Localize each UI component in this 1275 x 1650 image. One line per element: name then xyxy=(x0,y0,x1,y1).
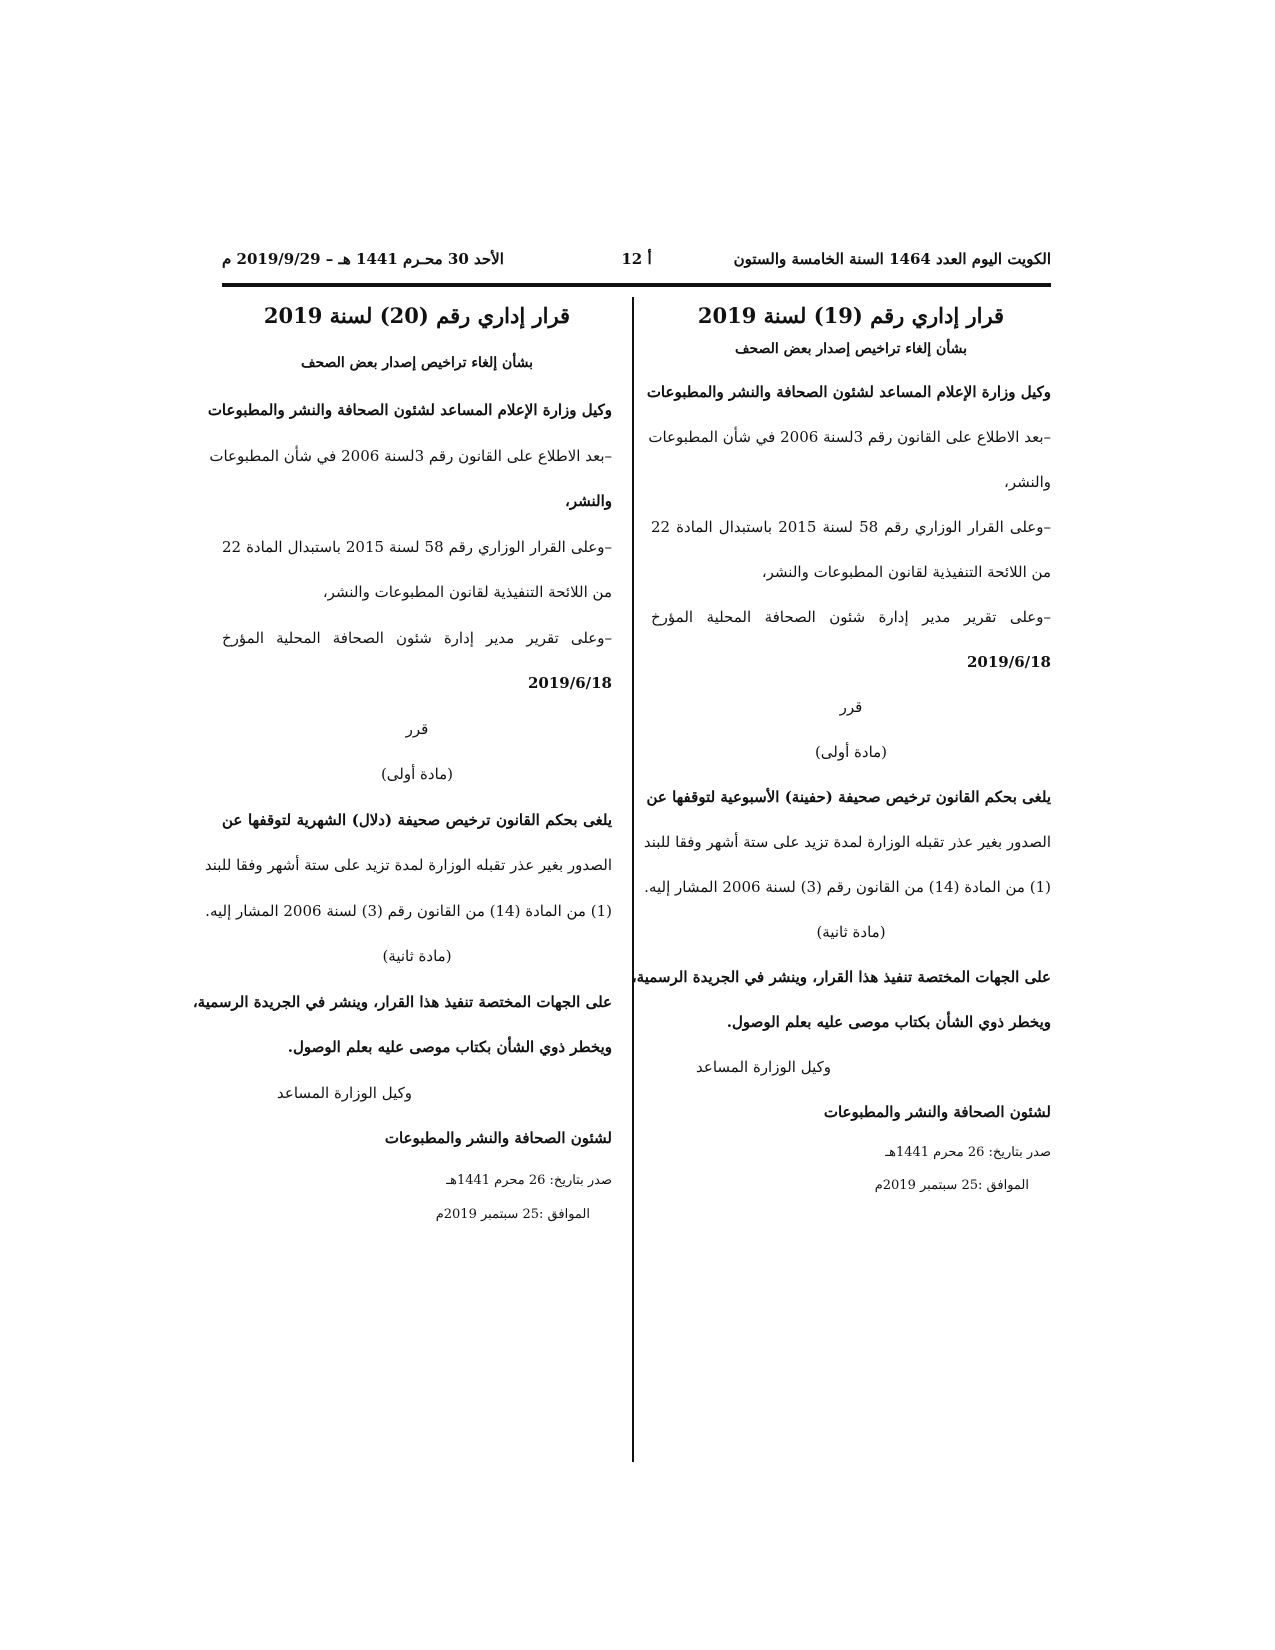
decision-20-column xyxy=(192,298,612,1230)
decision-19-article-1-heading: (مادة أولى) xyxy=(814,743,888,761)
decision-19-decided: قرر xyxy=(839,698,863,716)
decision-19-recital-1a: –بعد الاطلاع على القانون رقم 3لسنة 2006 في شأن المطبوعات xyxy=(648,428,1051,446)
decision-19-recital-1b: والنشر، xyxy=(1003,473,1051,491)
decision-19-article-1-line-1: يلغى بحكم القانون ترخيص صحيفة (حفينة) الأسبوعية لتوقفها عن xyxy=(646,788,1051,806)
decision-20-recital-3b: 2019/6/18 xyxy=(527,674,612,692)
decision-19-recital-3a: –وعلى تقرير مدير إدارة شئون الصحافة المحلية المؤرخ xyxy=(651,608,1051,626)
decision-20-article-2-line-2: ويخطر ذوي الشأن بكتاب موصى عليه بعلم الوصول. xyxy=(287,1038,612,1056)
decision-20-subtitle: بشأن إلغاء تراخيص إصدار بعض الصحف xyxy=(300,355,533,371)
decision-20-signatory-dept: لشئون الصحافة والنشر والمطبوعات xyxy=(384,1129,612,1147)
decision-19-signatory-title: وكيل الوزارة المساعد xyxy=(696,1058,831,1076)
decision-19-article-1-line-2: الصدور بغير عذر تقبله الوزارة لمدة تزيد على ستة أشهر وفقا للبند xyxy=(643,833,1051,851)
decision-20-signatory-title: وكيل الوزارة المساعد xyxy=(277,1083,412,1102)
decision-19-title: قرار إداري رقم (19) لسنة 2019 xyxy=(697,303,1005,328)
decision-20-recital-2b: من اللائحة التنفيذية لقانون المطبوعات والنشر، xyxy=(322,583,612,601)
decision-20-issuer: وكيل وزارة الإعلام المساعد لشئون الصحافة والنشر والمطبوعات xyxy=(207,401,612,419)
decision-20-recital-3a: –وعلى تقرير مدير إدارة شئون الصحافة المحلية المؤرخ xyxy=(222,628,612,647)
column-divider xyxy=(632,297,634,1462)
header-rule xyxy=(222,283,1051,287)
decision-19-issued-hijri: صدر بتاريخ: 26 محرم 1441هـ xyxy=(885,1145,1051,1160)
decision-20-recital-1b: والنشر، xyxy=(564,492,612,510)
decision-19-subtitle: بشأن إلغاء تراخيص إصدار بعض الصحف xyxy=(734,341,967,357)
decision-19-article-2-line-2: ويخطر ذوي الشأن بكتاب موصى عليه بعلم الوصول. xyxy=(726,1013,1051,1031)
decision-20-article-2-heading: (مادة ثانية) xyxy=(382,947,452,965)
decision-19-recital-3b: 2019/6/18 xyxy=(966,653,1051,671)
gazette-issue-info: الكويت اليوم العدد 1464 السنة الخامسة والستون xyxy=(733,250,1051,268)
page-header xyxy=(222,250,1051,272)
decision-19-column xyxy=(631,298,1051,1201)
decision-19-issued-gregorian: الموافق :25 سبتمبر 2019م xyxy=(874,1178,1029,1193)
decision-19-recital-2a: –وعلى القرار الوزاري رقم 58 لسنة 2015 باستبدال المادة 22 xyxy=(651,518,1051,536)
decision-20-article-2-line-1: على الجهات المختصة تنفيذ هذا القرار، وينشر في الجريدة الرسمية، xyxy=(192,992,612,1011)
decision-19-article-2-heading: (مادة ثانية) xyxy=(816,923,886,941)
decision-19-signatory-dept: لشئون الصحافة والنشر والمطبوعات xyxy=(823,1103,1051,1121)
decision-20-article-1-heading: (مادة أولى) xyxy=(380,765,454,783)
decision-20-title: قرار إداري رقم (20) لسنة 2019 xyxy=(263,303,571,328)
decision-19-issuer: وكيل وزارة الإعلام المساعد لشئون الصحافة والنشر والمطبوعات xyxy=(646,383,1051,401)
decision-19-article-1-line-3: (1) من المادة (14) من القانون رقم (3) لسنة 2006 المشار إليه. xyxy=(644,878,1051,896)
decision-20-article-1-line-1: يلغى بحكم القانون ترخيص صحيفة (دلال) الشهرية لتوقفها عن xyxy=(222,810,612,829)
page-number: أ 12 xyxy=(621,250,652,268)
issue-date: الأحد 30 محـرم 1441 هـ – 2019/9/29 م xyxy=(222,250,504,268)
decision-20-recital-2a: –وعلى القرار الوزاري رقم 58 لسنة 2015 باستبدال المادة 22 xyxy=(222,537,612,556)
decision-20-article-1-line-2: الصدور بغير عذر تقبله الوزارة لمدة تزيد على ستة أشهر وفقا للبند xyxy=(204,856,612,874)
decision-19-article-2-line-1: على الجهات المختصة تنفيذ هذا القرار، وينشر في الجريدة الرسمية، xyxy=(631,968,1051,986)
decision-20-decided: قرر xyxy=(405,719,429,738)
decision-19-recital-2b: من اللائحة التنفيذية لقانون المطبوعات والنشر، xyxy=(761,563,1051,581)
decision-20-issued-hijri: صدر بتاريخ: 26 محرم 1441هـ xyxy=(446,1172,612,1188)
decision-20-issued-gregorian: الموافق :25 سبتمبر 2019م xyxy=(435,1206,590,1222)
decision-20-recital-1a: –بعد الاطلاع على القانون رقم 3لسنة 2006 في شأن المطبوعات xyxy=(209,446,612,465)
decision-20-article-1-line-3: (1) من المادة (14) من القانون رقم (3) لسنة 2006 المشار إليه. xyxy=(205,901,612,920)
